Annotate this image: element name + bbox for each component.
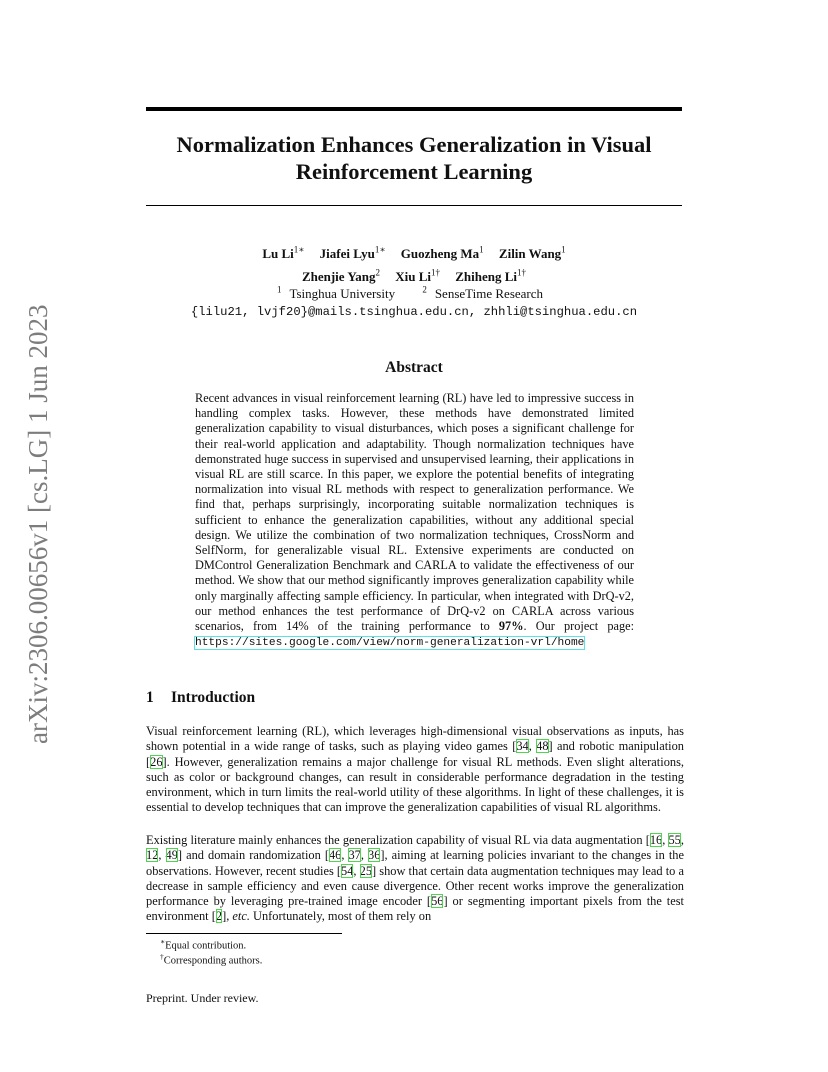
intro-paragraph-1 [146,724,684,816]
title-bottom-rule [146,205,682,206]
citation-link[interactable]: 16 [649,833,663,847]
title-top-rule [146,107,682,111]
citation-link[interactable]: 34 [516,739,529,754]
citation-link[interactable]: 25 [359,863,373,878]
citation-link[interactable]: 2 [215,909,223,924]
author-emails: {lilu21, lvjf20}@mails.tsinghua.edu.cn, zhhli@tsinghua.edu.cn [190,305,638,319]
affiliations [146,281,682,303]
paragraph-text: ] and robotic manipulation [ [146,739,684,769]
paragraph-text: ] show that certain data augmentation techniques may lead to a decrease in sample efficiency and even cause divergence. Other recent works improve the generalization performance by leveraging pre-trained image encoder [ [146,863,684,909]
citation-link[interactable]: 56 [431,894,444,909]
author: Zhiheng $Li^{1\dagger}$ [455,267,527,284]
citation-link[interactable]: 55 [668,833,681,847]
paper-title [146,131,682,185]
paragraph-text: , [662,833,669,847]
citation-link[interactable]: 36 [368,848,381,863]
paragraph-text: , [158,848,166,863]
citation-link[interactable]: 46 [328,848,342,863]
paragraph-text: Visual reinforcement learning (RL), which leverages high-dimensional visual observations as inputs, has shown potential in a wide range of tasks, such as playing video games [ [146,724,684,754]
citation-link[interactable]: 54 [341,863,354,878]
section-number: 1 [146,689,154,706]
author-row-1 [146,241,682,263]
paragraph-text: , [680,833,684,847]
author: Jiafei Lyu$^{1∗}$ [319,245,386,262]
affiliation: $^1$ Tsinghua University [276,285,396,302]
paragraph-text: ], aiming at learning policies invariant to the changes in the observations. However, recent studies [ [146,848,684,878]
abstract-bold-value: 97% [498,619,524,634]
affiliation: $^2$ SenseTime Research [422,285,544,302]
footnote-rule [146,933,342,934]
author-list [146,241,682,286]
paragraph-text: , [341,848,349,863]
citation-link[interactable]: 26 [150,754,163,769]
author: Guozheng Ma$^1$ [400,245,484,262]
abstract-body: Recent advances in visual reinforcement learning (RL) have led to impressive success in handling complex tasks. However, these methods have demonstrated limited generalization capability to visual disturbances, which poses a significant challenge for their real-world application and adaptability. Though normalization techniques have demonstrated huge success in supervised and unsupervised learning, their applications in visual RL are still scarce. In this paper, we explore the potential benefits of integrating normalization into visual RL methods with respect to generalization performance. We find that, perhaps surprisingly, incorporating suitable normalization techniques is sufficient to enhance the generalization capabilities, without any additional special design. We utilize the combination of two normalization techniques, CrossNorm and SelfNorm, for generalizable visual RL. Extensive experiments are conducted on DMControl Generalization Benchmark and CARLA to validate the effectiveness of our method. We show that our method significantly improves generalization capability while only marginally affecting sample efficiency. In particular, when integrated with DrQ-v2, our method enhances the test performance of DrQ-v2 on CARLA across various scenarios, from 14% of the training performance to 97%. Our project page: https://sites.google.com/view/norm-generalization-vrl/home [195,391,634,650]
citation-link[interactable]: 49 [165,848,178,863]
title-line-2: Reinforcement Learning [295,159,533,184]
title-line-1: Normalization Enhances Generalization in Visual [176,132,652,157]
italic-text: etc. [232,909,250,924]
arxiv-stamp: arXiv:2306.00656v1 [cs.LG] 1 Jun 2023 [23,304,53,745]
paragraph-text: , [353,863,360,878]
footnote-equal-contribution: ∗Equal contribution. [160,937,247,952]
preprint-footer: Preprint. Under review. [146,991,259,1005]
project-page-link[interactable]: https://sites.google.com/view/norm-generalization-vrl/home [195,637,585,650]
paragraph-text: ] or segmenting important pixels from the test environment [ [146,894,685,924]
citation-link[interactable]: 37 [348,848,361,863]
author: Zhenjie Yang$^2$ [301,267,380,284]
author: Xiu $Li^{1\dagger}$ [395,267,441,284]
paragraph-text: , [360,848,369,863]
section-title: Introduction [171,689,256,706]
author: Zilin Wang$^1$ [498,245,566,262]
section-heading-introduction [146,688,255,708]
author: Lu $Li^{1∗}$ [262,245,305,262]
footnote-corresponding-authors: †Corresponding authors. [160,952,263,967]
intro-paragraph-2 [146,833,684,925]
paragraph-text: ], [222,909,233,924]
abstract-heading: Abstract [385,359,443,376]
paragraph-text: Existing literature mainly enhances the generalization capability of visual RL via data augmentation [ [146,833,650,847]
citation-link[interactable]: 48 [536,739,549,754]
paragraph-text: ] and domain randomization [ [177,848,329,863]
paragraph-text: Unfortunately, most of them rely on [249,909,432,924]
paragraph-text: ]. However, generalization remains a major challenge for visual RL methods. Even slight alterations, such as color or background changes, can result in considerable performance degradation in the testing environment, which in turn limits the real-world utility of these algorithms. In light of these challenges, it is essential to develop techniques that can improve the generalization capabilities of visual RL algorithms. [146,754,684,815]
citation-link[interactable]: 12 [146,848,159,863]
paragraph-text: , [528,739,537,754]
